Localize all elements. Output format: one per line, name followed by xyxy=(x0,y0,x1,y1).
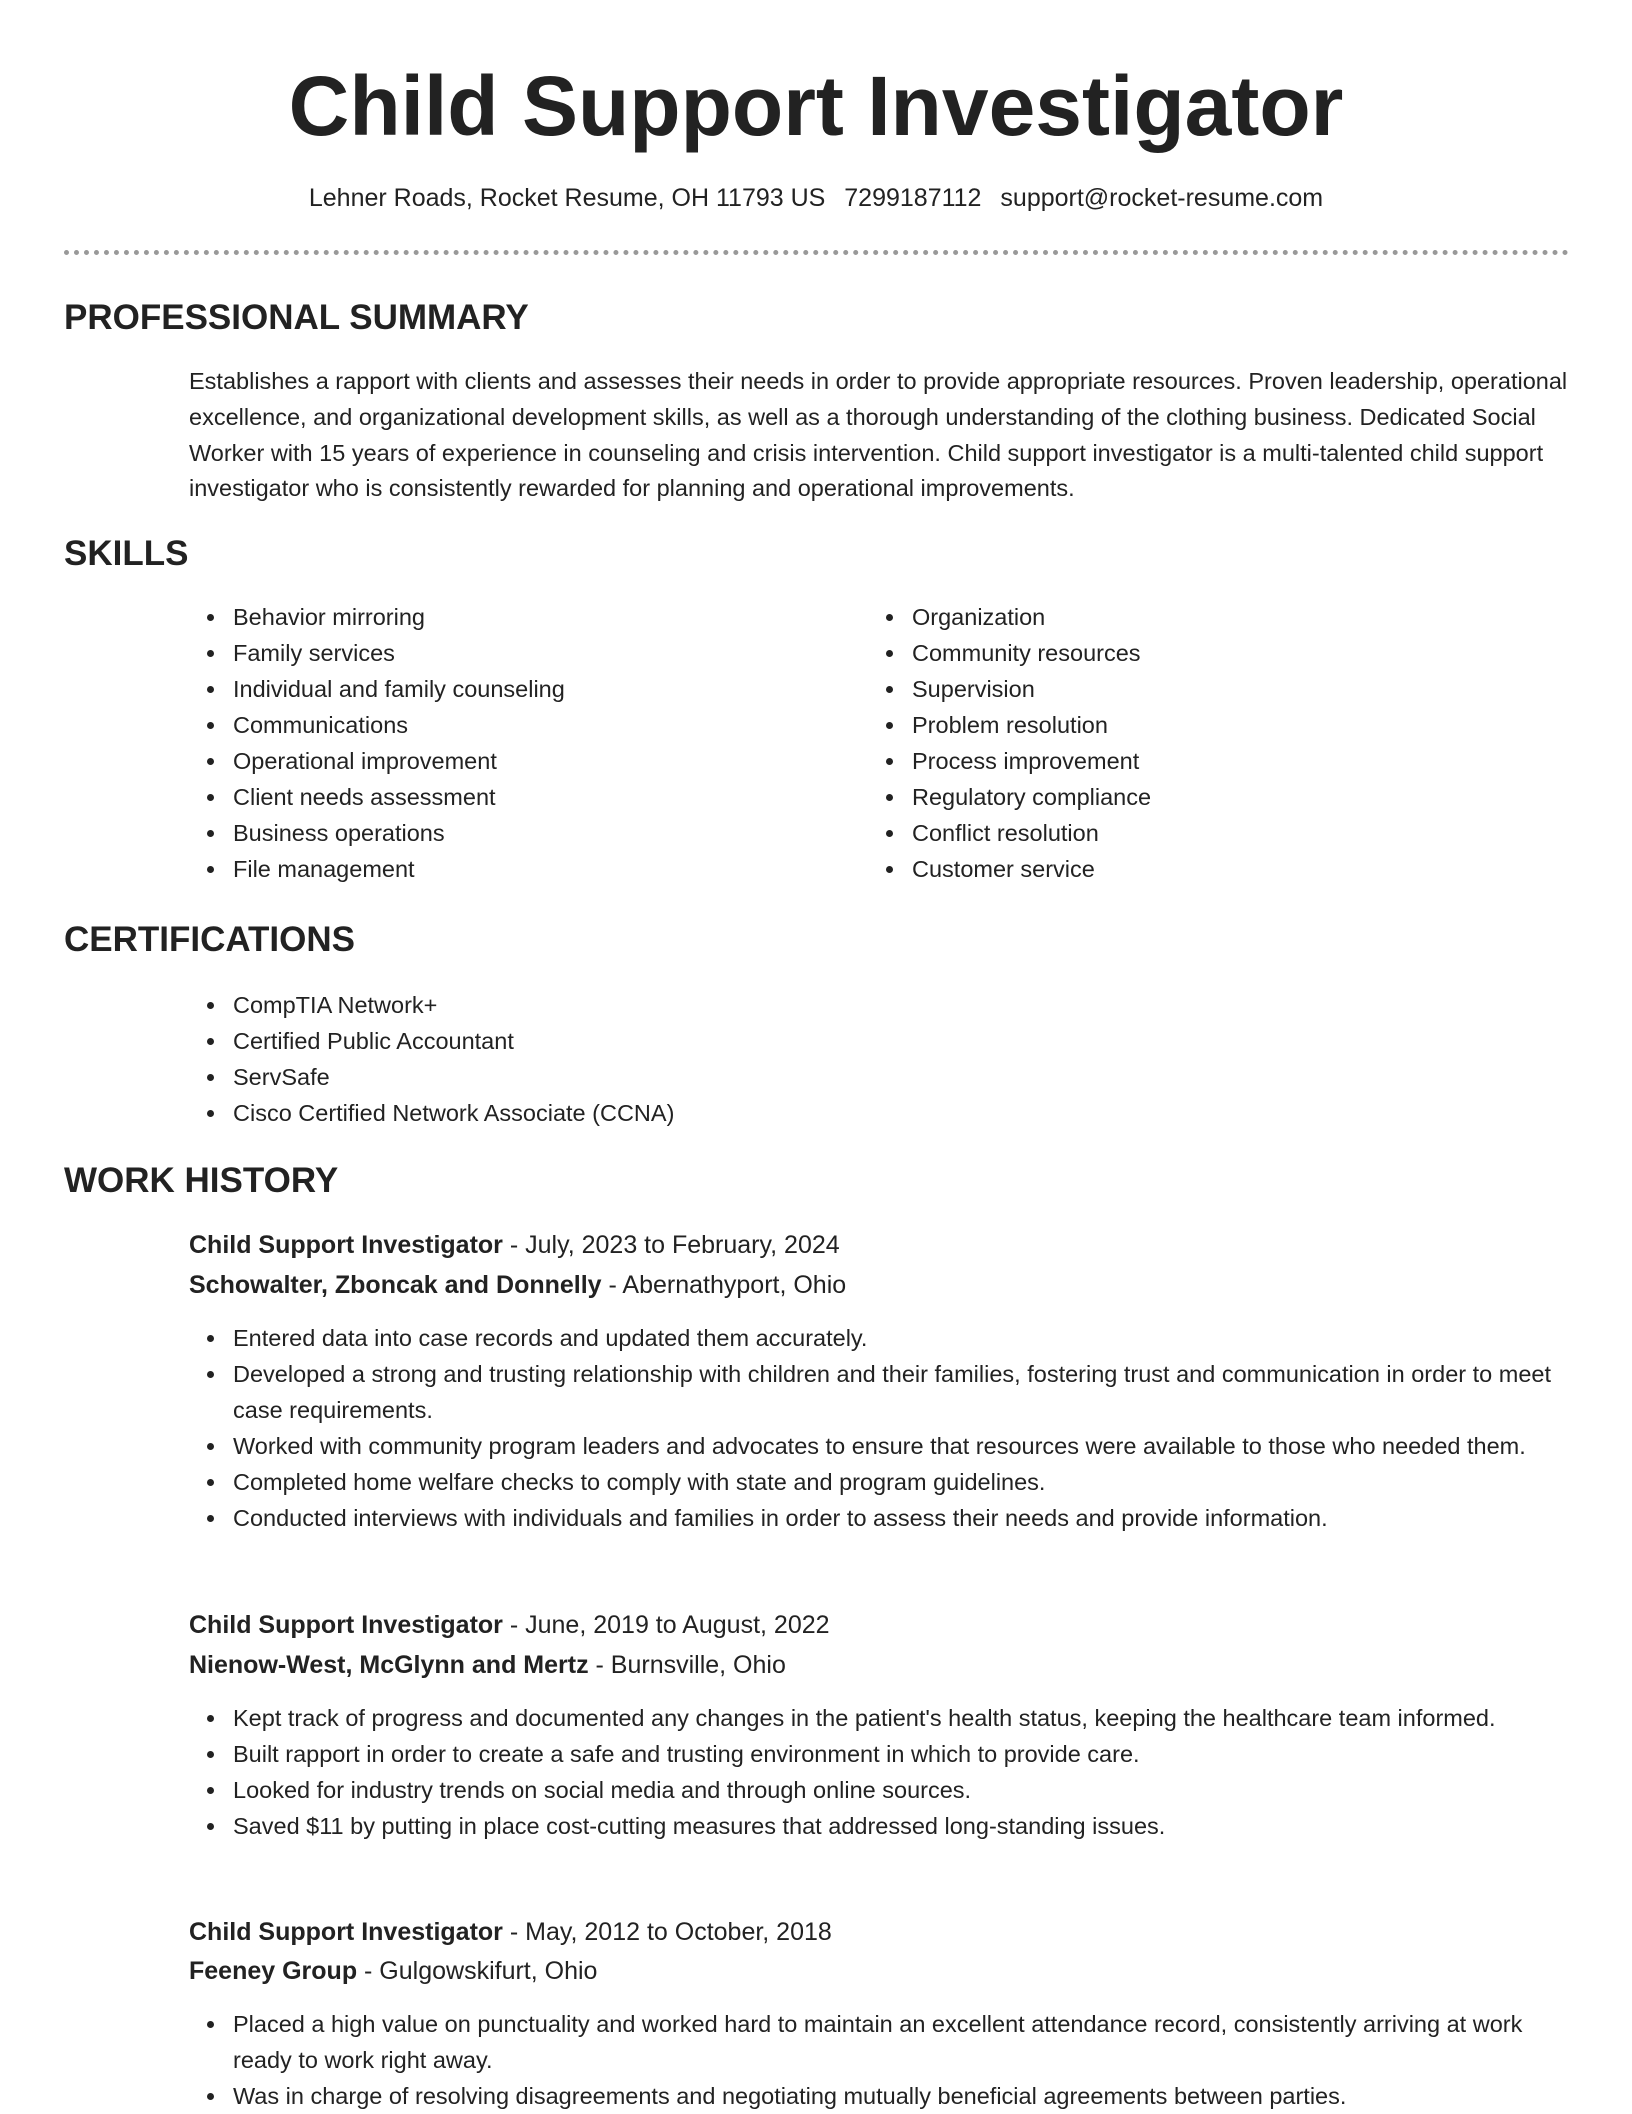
contact-line xyxy=(0,180,1632,216)
job-role: Child Support Investigator xyxy=(189,1611,503,1639)
job-bullets xyxy=(189,1700,1569,1844)
certifications-heading: CERTIFICATIONS xyxy=(64,920,356,959)
list-item: Looked for industry trends on social media and through online sources. xyxy=(189,1772,1569,1808)
list-item: Completed home welfare checks to comply with state and program guidelines. xyxy=(189,1464,1569,1500)
list-item: Operational improvement xyxy=(189,743,829,779)
job-title-line xyxy=(189,1227,840,1263)
list-item: ServSafe xyxy=(189,1059,1569,1095)
resume-name: Child Support Investigator xyxy=(288,59,1344,153)
list-item: Conducted interviews with individuals and families in order to assess their needs and provide information. xyxy=(189,1500,1569,1536)
job-company-line xyxy=(189,1647,786,1683)
certifications-list xyxy=(189,987,1569,1131)
job-dates: - June, 2019 to August, 2022 xyxy=(502,1611,830,1639)
work-history-heading: WORK HISTORY xyxy=(64,1161,339,1200)
list-item: Family services xyxy=(189,635,829,671)
skills-heading: SKILLS xyxy=(64,534,189,573)
list-item: CompTIA Network+ xyxy=(189,987,1569,1023)
list-item: Business operations xyxy=(189,815,829,851)
job-location: - Burnsville, Ohio xyxy=(588,1651,786,1679)
list-item: Developed a strong and trusting relationship with children and their families, fostering trust and communication in order to meet case requirements. xyxy=(189,1356,1569,1428)
job-company-line xyxy=(189,1267,846,1303)
job-location: - Abernathyport, Ohio xyxy=(601,1271,847,1299)
list-item: Was in charge of resolving disagreements and negotiating mutually beneficial agreements between parties. xyxy=(189,2078,1569,2114)
list-item: Conflict resolution xyxy=(868,815,1508,851)
job-company: Schowalter, Zboncak and Donnelly xyxy=(189,1271,602,1299)
job-role: Child Support Investigator xyxy=(189,1231,503,1259)
list-item: Organization xyxy=(868,599,1508,635)
job-title-line xyxy=(189,1914,832,1950)
contact-phone: 7299187112 xyxy=(844,184,982,212)
list-item: Regulatory compliance xyxy=(868,779,1508,815)
list-item: Worked with community program leaders and advocates to ensure that resources were available to those who needed them. xyxy=(189,1428,1569,1464)
job-company: Feeney Group xyxy=(189,1957,358,1985)
skills-list-left xyxy=(189,599,829,887)
list-item: Built rapport in order to create a safe and trusting environment in which to provide care. xyxy=(189,1736,1569,1772)
job-bullets xyxy=(189,1320,1569,1536)
list-item: Certified Public Accountant xyxy=(189,1023,1569,1059)
list-item: Process improvement xyxy=(868,743,1508,779)
list-item: Placed a high value on punctuality and worked hard to maintain an excellent attendance record, consistently arriving at work ready to work right away. xyxy=(189,2006,1569,2078)
job-dates: - July, 2023 to February, 2024 xyxy=(502,1231,840,1259)
list-item: Client needs assessment xyxy=(189,779,829,815)
list-item: Kept track of progress and documented any changes in the patient's health status, keeping the healthcare team informed. xyxy=(189,1700,1569,1736)
summary-text: Establishes a rapport with clients and assesses their needs in order to provide appropriate resources. Proven leadership, operational excellence, and organizational development skills, as well as a thorough understanding of the clothing business. Dedicated Social Worker with 15 years of experience in counseling and crisis intervention. Child support investigator is a multi-talented child support investigator who is consistently rewarded for planning and operational improvements. xyxy=(189,368,1568,502)
list-item: Behavior mirroring xyxy=(189,599,829,635)
list-item: Entered data into case records and updated them accurately. xyxy=(189,1320,1569,1356)
list-item: Communications xyxy=(189,707,829,743)
list-item: File management xyxy=(189,851,829,887)
job-company-line xyxy=(189,1953,597,1989)
job-role: Child Support Investigator xyxy=(189,1918,503,1946)
list-item: Individual and family counseling xyxy=(189,671,829,707)
list-item: Customer service xyxy=(868,851,1508,887)
list-item: Cisco Certified Network Associate (CCNA) xyxy=(189,1095,1569,1131)
job-dates: - May, 2012 to October, 2018 xyxy=(502,1918,832,1946)
job-location: - Gulgowskifurt, Ohio xyxy=(357,1957,598,1985)
job-bullets xyxy=(189,2006,1569,2114)
list-item: Saved $11 by putting in place cost-cutting measures that addressed long-standing issues. xyxy=(189,1808,1569,1844)
skills-list-right xyxy=(868,599,1508,887)
job-title-line xyxy=(189,1607,830,1643)
list-item: Community resources xyxy=(868,635,1508,671)
summary-heading: PROFESSIONAL SUMMARY xyxy=(64,298,529,337)
contact-address: Lehner Roads, Rocket Resume, OH 11793 US xyxy=(308,184,826,212)
job-company: Nienow-West, McGlynn and Mertz xyxy=(189,1651,589,1679)
header-divider xyxy=(64,250,1569,255)
list-item: Problem resolution xyxy=(868,707,1508,743)
list-item: Supervision xyxy=(868,671,1508,707)
contact-email: support@rocket-resume.com xyxy=(1000,184,1324,212)
